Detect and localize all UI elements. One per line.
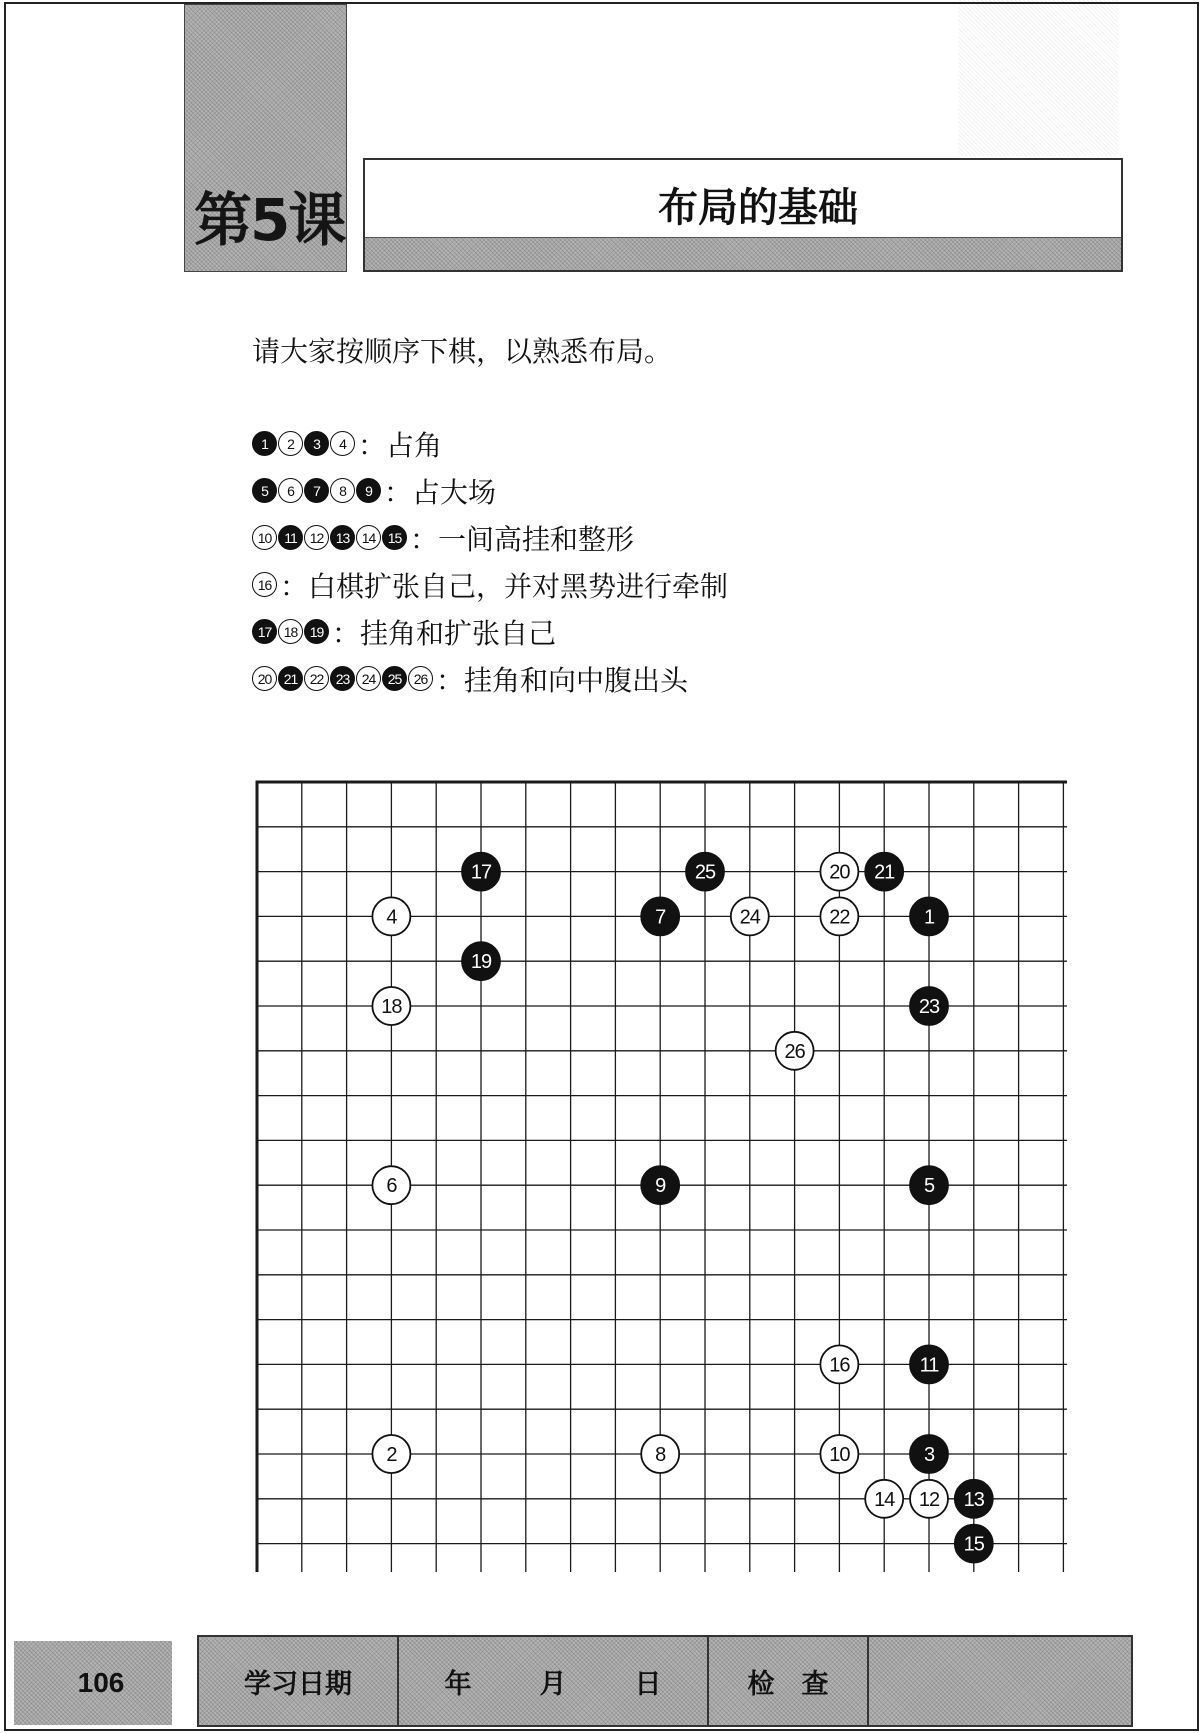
white-stone-marker: 18 — [278, 619, 303, 644]
bleed-through-area — [958, 0, 1118, 156]
black-stone — [641, 1166, 679, 1204]
page-number: 106 — [77, 1667, 125, 1698]
stone-number: 2 — [386, 1444, 397, 1466]
black-stone-marker: 15 — [382, 525, 407, 550]
legend-description: ：占大场 — [384, 475, 497, 509]
black-stone — [910, 987, 948, 1025]
stone-number: 20 — [829, 861, 850, 884]
black-stone-marker: 9 — [356, 478, 381, 503]
black-stone — [910, 1435, 948, 1473]
legend-description: ：一间高挂和整形 — [410, 522, 635, 556]
stone-number: 9 — [655, 1175, 666, 1198]
page-number-box — [14, 1641, 172, 1725]
white-stone-marker: 8 — [330, 478, 355, 503]
stone-number: 16 — [829, 1354, 850, 1377]
move-legend — [252, 420, 728, 702]
white-stone — [372, 897, 410, 935]
stone-number: 24 — [739, 906, 760, 929]
stone-number: 18 — [381, 996, 402, 1018]
black-stone — [910, 897, 948, 935]
black-stone-marker: 13 — [330, 525, 355, 550]
white-stone — [372, 1166, 410, 1204]
black-stone — [865, 853, 903, 891]
black-stone-marker: 11 — [278, 525, 303, 550]
stone-number: 12 — [918, 1488, 940, 1511]
white-stone-marker: 2 — [278, 431, 303, 456]
date-fields — [399, 1637, 709, 1725]
stone-number: 3 — [923, 1444, 935, 1466]
white-stone-marker: 22 — [304, 666, 329, 691]
white-stone-marker: 14 — [356, 525, 381, 550]
black-stone-marker: 23 — [330, 666, 355, 691]
black-stone — [910, 1345, 948, 1383]
legend-stones — [252, 525, 408, 550]
legend-stones — [252, 619, 330, 644]
stone-number: 26 — [784, 1040, 805, 1063]
white-stone-marker: 20 — [252, 666, 277, 691]
stone-number: 4 — [386, 906, 397, 929]
title-band — [365, 237, 1121, 270]
black-stone — [462, 942, 500, 980]
white-stone-marker: 4 — [330, 431, 355, 456]
legend-row — [252, 467, 728, 514]
black-stone-marker: 25 — [382, 666, 407, 691]
study-record-bar — [197, 1635, 1133, 1727]
black-stone-marker: 21 — [278, 666, 303, 691]
white-stone-marker: 26 — [408, 666, 433, 691]
black-stone-marker: 19 — [304, 619, 329, 644]
legend-row — [252, 655, 728, 702]
stone-number: 15 — [963, 1533, 984, 1556]
stone-number: 23 — [918, 996, 940, 1018]
title-box — [363, 158, 1123, 272]
stone-number: 17 — [470, 861, 492, 884]
year-label: 年 — [444, 1668, 472, 1700]
white-stone-marker: 6 — [278, 478, 303, 503]
white-stone-marker: 10 — [252, 525, 277, 550]
white-stone — [641, 1435, 679, 1473]
black-stone-marker: 3 — [304, 431, 329, 456]
white-stone — [820, 897, 858, 935]
white-stone — [372, 987, 410, 1025]
stone-number: 8 — [655, 1444, 666, 1466]
stone-number: 21 — [874, 861, 895, 884]
legend-row — [252, 420, 728, 467]
stone-number: 19 — [470, 951, 492, 974]
legend-row — [252, 561, 728, 608]
white-stone — [820, 853, 858, 891]
check-field — [869, 1637, 1131, 1725]
black-stone-marker: 7 — [304, 478, 329, 503]
legend-stones — [252, 431, 356, 456]
white-stone — [820, 1345, 858, 1383]
legend-stones — [252, 666, 434, 691]
white-stone-marker: 24 — [356, 666, 381, 691]
stone-number: 11 — [919, 1354, 939, 1377]
month-label: 月 — [539, 1668, 567, 1700]
check-label: 检 查 — [709, 1637, 869, 1725]
stone-number: 10 — [829, 1444, 850, 1466]
white-stone-marker: 12 — [304, 525, 329, 550]
stone-number: 14 — [874, 1488, 895, 1511]
legend-description: ：挂角和向中腹出头 — [436, 663, 689, 697]
black-stone-marker: 1 — [252, 431, 277, 456]
day-label: 日 — [634, 1668, 662, 1700]
white-stone-marker: 16 — [252, 572, 277, 597]
black-stone — [686, 853, 724, 891]
intro-text: 请大家按顺序下棋，以熟悉布局。 — [252, 335, 673, 368]
legend-description: ：挂角和扩张自己 — [332, 616, 557, 650]
stone-number: 1 — [923, 906, 935, 929]
lesson-label: 第5课 — [194, 186, 345, 254]
white-stone — [372, 1435, 410, 1473]
study-date-label: 学习日期 — [199, 1637, 399, 1725]
black-stone — [910, 1166, 948, 1204]
stone-number: 22 — [829, 906, 850, 929]
black-stone — [955, 1480, 993, 1518]
white-stone — [820, 1435, 858, 1473]
legend-description: ：白棋扩张自己，并对黑势进行牵制 — [280, 569, 729, 603]
legend-row — [252, 514, 728, 561]
black-stone-marker: 5 — [252, 478, 277, 503]
black-stone — [641, 897, 679, 935]
legend-description: ：占角 — [358, 428, 443, 462]
stone-number: 5 — [923, 1175, 935, 1198]
stone-number: 25 — [694, 861, 716, 884]
black-stone — [955, 1525, 993, 1563]
white-stone — [776, 1032, 814, 1070]
black-stone-marker: 17 — [252, 619, 277, 644]
stone-number: 7 — [655, 906, 666, 929]
black-stone — [462, 853, 500, 891]
white-stone — [910, 1480, 948, 1518]
white-stone — [865, 1480, 903, 1518]
go-board — [255, 780, 1067, 1572]
white-stone — [731, 897, 769, 935]
stone-number: 13 — [963, 1488, 984, 1511]
lesson-title: 布局的基础 — [658, 185, 858, 231]
stone-number: 6 — [386, 1175, 397, 1198]
legend-stones — [252, 478, 382, 503]
legend-row — [252, 608, 728, 655]
legend-stones — [252, 572, 278, 597]
